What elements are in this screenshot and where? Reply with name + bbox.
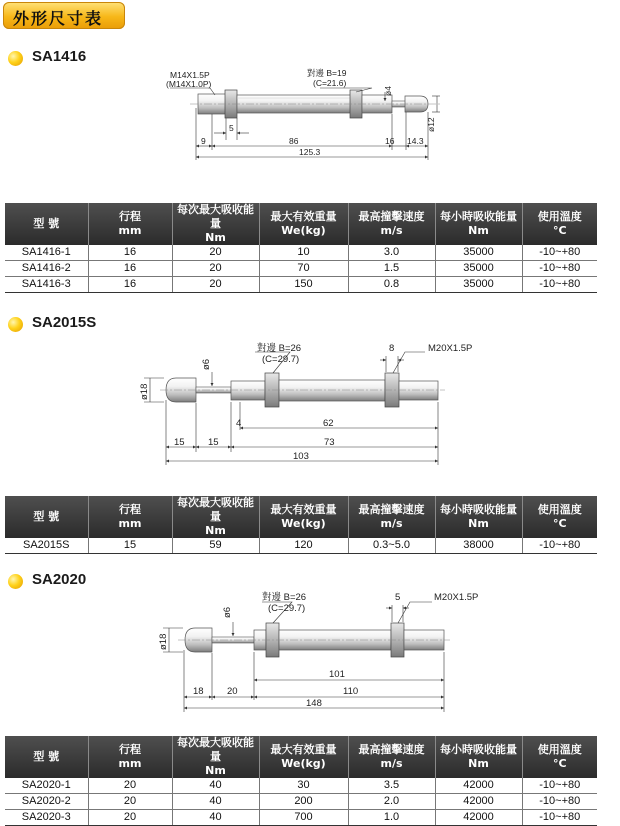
- column-header: 最大有效重量 We(kg): [259, 203, 348, 245]
- table-cell: 35000: [435, 245, 522, 261]
- table-cell: -10~+80: [522, 778, 597, 794]
- column-header: 每小時吸收能量 Nm: [435, 736, 522, 778]
- table-cell: -10~+80: [522, 794, 597, 810]
- dim-total: 125.3: [299, 147, 321, 157]
- dim-20: 20: [227, 686, 238, 697]
- dim-101: 101: [329, 669, 345, 680]
- column-header: 型 號: [5, 203, 88, 245]
- dim-head: ø12: [426, 117, 436, 132]
- thread-label: M20X1.5P: [434, 592, 479, 603]
- thread-label: M14X1.5P: [170, 70, 210, 80]
- column-header: 使用溫度 °C: [522, 203, 597, 245]
- dim-9: 9: [201, 136, 206, 146]
- table-cell: 59: [172, 538, 259, 554]
- column-header: 每次最大吸收能量 Nm: [172, 203, 259, 245]
- drawing-sa2020: [0, 590, 620, 720]
- dim-rod: ø6: [222, 606, 233, 618]
- nut-width: 8: [389, 343, 395, 354]
- table-cell: SA1416-1: [5, 245, 88, 261]
- table-cell: 42000: [435, 794, 522, 810]
- column-header: 每小時吸收能量 Nm: [435, 203, 522, 245]
- table-header-row: [5, 736, 597, 778]
- section-name: SA1416: [32, 48, 87, 65]
- table-cell: 40: [172, 794, 259, 810]
- table-row: [5, 245, 597, 261]
- table-cell: 150: [259, 277, 348, 293]
- bullet-icon: [8, 574, 23, 589]
- column-header: 每次最大吸收能量 Nm: [172, 496, 259, 538]
- table-cell: 120: [259, 538, 348, 554]
- table-cell: SA2020-1: [5, 778, 88, 794]
- dim-total: 103: [293, 451, 309, 462]
- column-header: 型 號: [5, 496, 88, 538]
- table-cell: 1.0: [348, 810, 435, 826]
- dim-15a: 15: [174, 437, 185, 448]
- column-header: 每次最大吸收能量 Nm: [172, 736, 259, 778]
- table-cell: 20: [88, 810, 172, 826]
- drawing-sa1416: [0, 62, 620, 202]
- table-cell: -10~+80: [522, 810, 597, 826]
- table-cell: 35000: [435, 261, 522, 277]
- table-cell: 38000: [435, 538, 522, 554]
- table-cell: 0.8: [348, 277, 435, 293]
- dim-14-3: 14.3: [407, 136, 424, 146]
- table-cell: 200: [259, 794, 348, 810]
- dim-73: 73: [324, 437, 335, 448]
- thread-label: M20X1.5P: [428, 343, 473, 354]
- table-cell: 20: [88, 778, 172, 794]
- column-header: 使用溫度 °C: [522, 736, 597, 778]
- column-header: 行程 mm: [88, 496, 172, 538]
- table-cell: 3.0: [348, 245, 435, 261]
- table-cell: 0.3~5.0: [348, 538, 435, 554]
- table-cell: 30: [259, 778, 348, 794]
- nut-width: 5: [395, 592, 401, 603]
- dim-head: ø18: [139, 383, 150, 400]
- column-header: 最高撞擊速度 m/s: [348, 203, 435, 245]
- dim-4: 4: [236, 418, 242, 429]
- table-cell: -10~+80: [522, 245, 597, 261]
- column-header: 行程 mm: [88, 736, 172, 778]
- table-cell: 42000: [435, 810, 522, 826]
- dim-62: 62: [323, 418, 334, 429]
- spec-table-sa2020: [5, 736, 597, 826]
- dim-15b: 15: [208, 437, 219, 448]
- table-cell: 40: [172, 778, 259, 794]
- table-cell: SA2015S: [5, 538, 88, 554]
- table-cell: 40: [172, 810, 259, 826]
- table-cell: SA2020-2: [5, 794, 88, 810]
- table-cell: 20: [88, 794, 172, 810]
- table-cell: SA1416-3: [5, 277, 88, 293]
- dim-rod: ø6: [201, 358, 212, 370]
- table-cell: 20: [172, 245, 259, 261]
- bullet-icon: [8, 317, 23, 332]
- table-cell: 16: [88, 245, 172, 261]
- section-name: SA2015S: [32, 314, 97, 331]
- hex-label: 對邊 B=26: [262, 592, 307, 603]
- column-header: 最大有效重量 We(kg): [259, 496, 348, 538]
- column-header: 最大有效重量 We(kg): [259, 736, 348, 778]
- table-cell: -10~+80: [522, 261, 597, 277]
- hex-label-alt: (C=29.7): [262, 354, 300, 365]
- table-cell: 20: [172, 277, 259, 293]
- table-cell: -10~+80: [522, 538, 597, 554]
- table-cell: SA2020-3: [5, 810, 88, 826]
- dim-16: 16: [385, 136, 395, 146]
- table-cell: 10: [259, 245, 348, 261]
- drawing-sa2015s: [0, 335, 620, 470]
- dim-rod: ø4: [383, 86, 393, 96]
- table-header-row: [5, 496, 597, 538]
- column-header: 最高撞擊速度 m/s: [348, 736, 435, 778]
- table-cell: 20: [172, 261, 259, 277]
- section-name: SA2020: [32, 571, 87, 588]
- column-header: 每小時吸收能量 Nm: [435, 496, 522, 538]
- table-header-row: [5, 203, 597, 245]
- dim-18: 18: [193, 686, 204, 697]
- spec-table-sa2015s: [5, 496, 597, 554]
- page-title-tab: [3, 2, 125, 29]
- column-header: 最高撞擊速度 m/s: [348, 496, 435, 538]
- hex-label-alt: (C=21.6): [313, 78, 347, 88]
- dim-5: 5: [229, 123, 234, 133]
- hex-label: 對邊 B=19: [307, 68, 347, 78]
- table-row: [5, 538, 597, 554]
- table-row: [5, 277, 597, 293]
- dim-head: ø18: [158, 633, 169, 650]
- table-cell: 16: [88, 261, 172, 277]
- table-cell: 70: [259, 261, 348, 277]
- hex-label-alt: (C=29.7): [268, 603, 306, 614]
- column-header: 行程 mm: [88, 203, 172, 245]
- table-cell: 3.5: [348, 778, 435, 794]
- table-cell: 16: [88, 277, 172, 293]
- table-cell: 15: [88, 538, 172, 554]
- dim-86: 86: [289, 136, 299, 146]
- table-cell: 35000: [435, 277, 522, 293]
- column-header: 使用溫度 °C: [522, 496, 597, 538]
- table-row: [5, 778, 597, 794]
- thread-label-alt: (M14X1.0P): [166, 79, 212, 89]
- table-cell: 2.0: [348, 794, 435, 810]
- hex-label: 對邊 B=26: [257, 343, 302, 354]
- table-cell: 42000: [435, 778, 522, 794]
- page-title: 外形尺寸表: [13, 9, 104, 28]
- dim-110: 110: [343, 686, 359, 697]
- table-cell: SA1416-2: [5, 261, 88, 277]
- table-cell: 1.5: [348, 261, 435, 277]
- column-header: 型 號: [5, 736, 88, 778]
- table-row: [5, 261, 597, 277]
- table-row: [5, 794, 597, 810]
- spec-table-sa1416: [5, 203, 597, 293]
- table-cell: 700: [259, 810, 348, 826]
- table-cell: -10~+80: [522, 277, 597, 293]
- dim-total: 148: [306, 698, 322, 709]
